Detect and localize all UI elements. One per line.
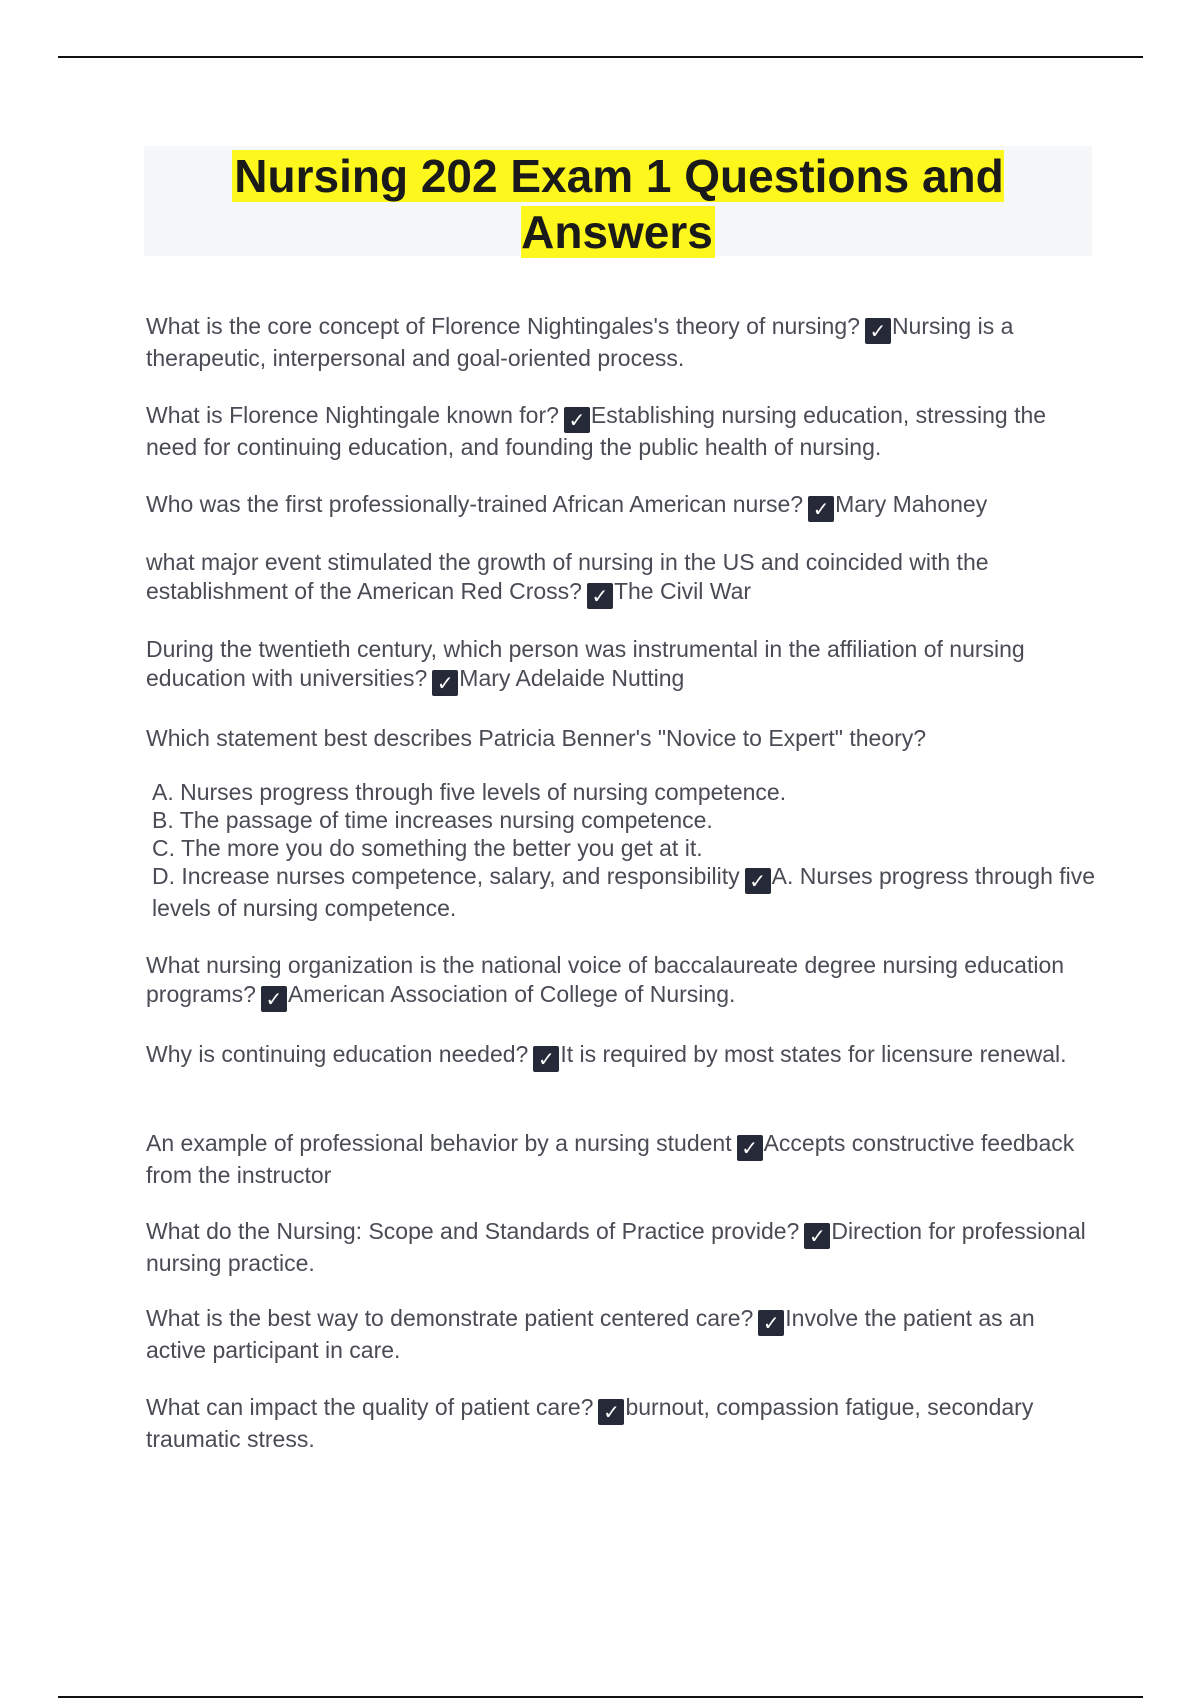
qa-item-2: What is Florence Nightingale known for? ✓ Establishing nursing education, stressing the need for continuing education, and founding the public health of nursing. [146, 402, 1047, 460]
document-title: Nursing 202 Exam 1 Questions and Answers [234, 150, 1004, 258]
qa-item-12: What can impact the quality of patient care? ✓ burnout, compassion fatigue, secondary traumatic stress. [146, 1394, 1034, 1452]
check-box-icon: ✓ [598, 1399, 624, 1425]
title-banner [144, 146, 1092, 256]
benner-options [146, 778, 1096, 922]
check-box-icon: ✓ [865, 318, 891, 344]
check-box-icon: ✓ [745, 868, 771, 894]
check-box-icon: ✓ [533, 1046, 559, 1072]
top-rule [58, 56, 1143, 58]
qa-item-11: What is the best way to demonstrate patient centered care? ✓ Involve the patient as an active participant in care. [146, 1305, 1035, 1363]
check-box-icon: ✓ [808, 496, 834, 522]
qa-item-3: Who was the first professionally-trained African American nurse? ✓ Mary Mahoney [146, 491, 988, 521]
bottom-rule [58, 1696, 1143, 1698]
qa-item-10: What do the Nursing: Scope and Standards of Practice provide? ✓ Direction for professional nursing practice. [146, 1218, 1086, 1276]
qa-item-5: During the twentieth century, which person was instrumental in the affiliation of nursing education with universities? ✓ Mary Adelaide Nutting [146, 636, 1025, 695]
qa-item-1: What is the core concept of Florence Nightingales's theory of nursing? ✓ Nursing is a therapeutic, interpersonal and goal-oriented process. [146, 313, 1014, 371]
qa-item-6-question: Which statement best describes Patricia Benner's "Novice to Expert" theory? [146, 725, 927, 751]
check-box-icon: ✓ [587, 583, 613, 609]
option-d: D. Increase nurses competence, salary, and responsibility ✓ A. Nurses progress through five levels of nursing competence. [152, 863, 1096, 921]
qa-item-7: What nursing organization is the national voice of baccalaureate degree nursing education programs? ✓ American Association of College of Nursing. [146, 952, 1065, 1011]
qa-item-8: Why is continuing education needed? ✓ It is required by most states for licensure renewal. [146, 1041, 1067, 1071]
qa-item-9: An example of professional behavior by a nursing student ✓ Accepts constructive feedback from the instructor [146, 1130, 1075, 1188]
option-a: A. Nurses progress through five levels of nursing competence. [152, 779, 787, 805]
check-box-icon: ✓ [261, 986, 287, 1012]
check-box-icon: ✓ [804, 1223, 830, 1249]
qa-item-4: what major event stimulated the growth of nursing in the US and coincided with the establishment of the American Red Cross? ✓ The Civil War [146, 549, 989, 608]
option-b: B. The passage of time increases nursing competence. [152, 807, 713, 833]
check-box-icon: ✓ [432, 670, 458, 696]
check-box-icon: ✓ [737, 1135, 763, 1161]
check-box-icon: ✓ [564, 407, 590, 433]
option-answer: A. Nurses progress through five levels of nursing competence. [152, 863, 1096, 921]
option-c: C. The more you do something the better you get at it. [152, 835, 703, 861]
check-box-icon: ✓ [758, 1310, 784, 1336]
